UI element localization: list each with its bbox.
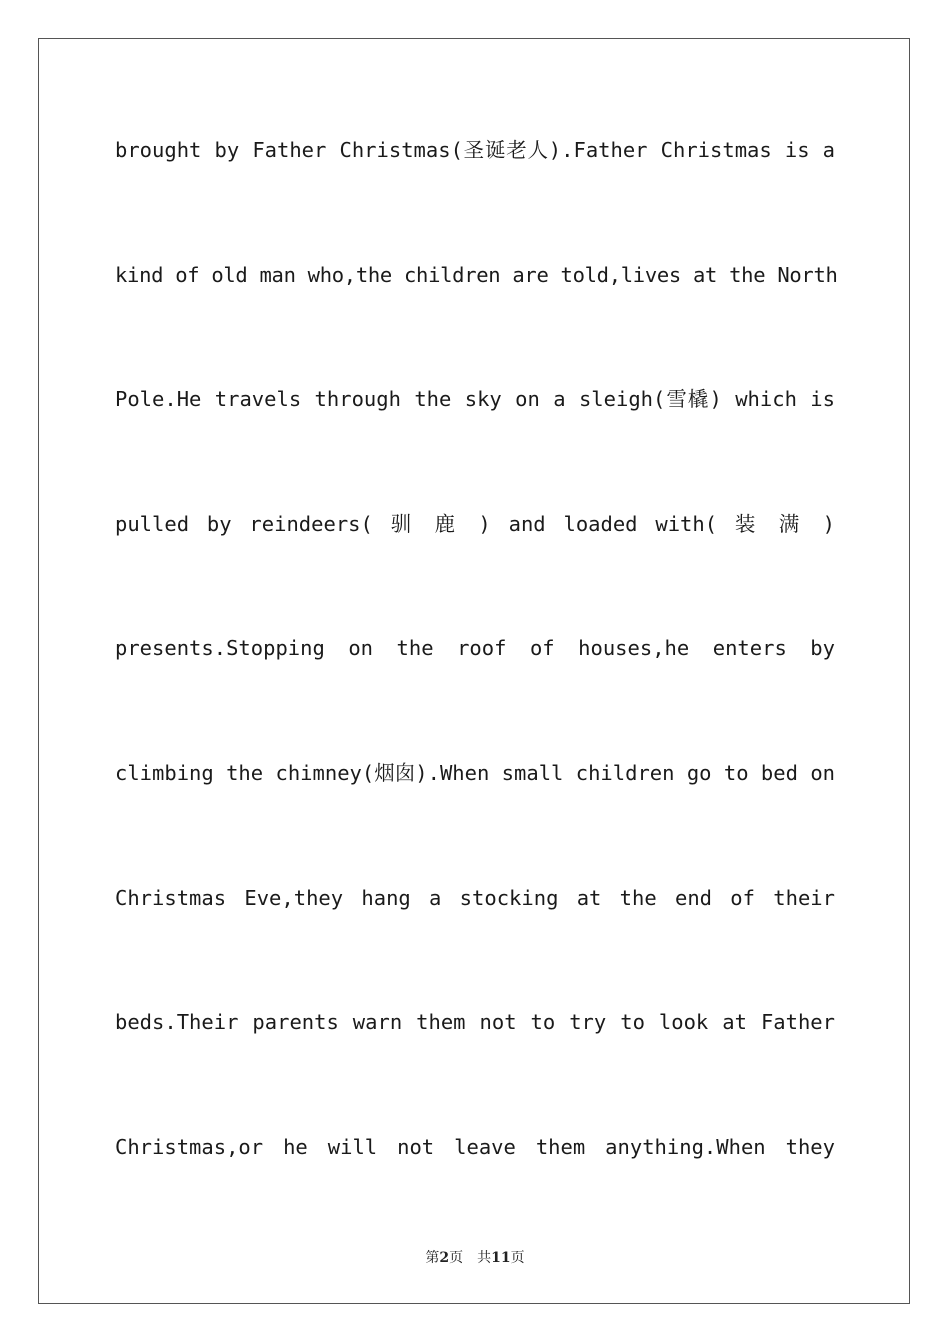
total-prefix: 共 [477,1250,492,1266]
page-suffix: 页 [449,1250,464,1266]
page-footer [0,1247,950,1267]
current-page-number: 2 [439,1250,450,1266]
text-line-4: pulled by reindeers( 驯 鹿 ) and loaded with( 装 满 ) [115,511,835,536]
text-line-5: presents.Stopping on the roof of houses,he enters by [115,636,835,661]
text-line-7: Christmas Eve,they hang a stocking at the end of their [115,885,835,910]
total-page-count: 11 [491,1250,511,1266]
text-line-8: beds.Their parents warn them not to try to look at Father [115,1010,835,1035]
document-body [115,124,838,1245]
page-prefix: 第 [425,1250,440,1266]
total-suffix: 页 [510,1250,525,1266]
text-line-2: kind of old man who,the children are told,lives at the North [115,262,838,287]
text-line-1: brought by Father Christmas(圣诞老人).Father Christmas is a [115,138,835,162]
text-line-9: Christmas,or he will not leave them anything.When they [115,1134,835,1159]
text-line-3: Pole.He travels through the sky on a sleigh(雪橇) which is [115,387,835,412]
text-line-6: climbing the chimney(烟囱).When small children go to bed on [115,760,835,785]
